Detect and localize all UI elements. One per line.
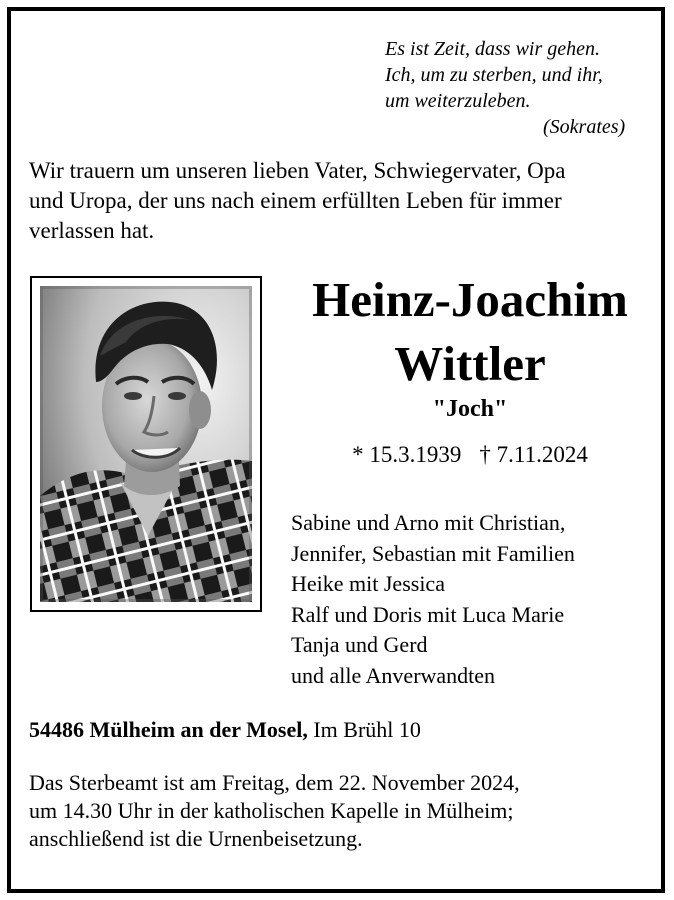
portrait-frame	[30, 276, 262, 612]
deceased-last-name: Wittler	[394, 336, 546, 391]
life-dates	[270, 440, 670, 470]
mourner-line: und alle Anverwandten	[291, 662, 496, 688]
service-line: Das Sterbeamt ist am Freitag, dem 22. November 2024,	[29, 770, 520, 795]
mourner-line: Sabine und Arno mit Christian,	[291, 510, 566, 535]
mourner-line: Jennifer, Sebastian mit Familien	[291, 540, 575, 566]
quote-line: Ich, um zu sterben, und ihr,	[385, 64, 603, 86]
death-date: † 7.11.2024	[479, 442, 588, 467]
quote-block	[385, 36, 625, 140]
address-city: 54486 Mülheim an der Mosel,	[29, 717, 308, 742]
birth-date: * 15.3.1939	[352, 442, 462, 467]
mourner-line: Ralf und Doris mit Luca Marie	[291, 601, 565, 627]
deceased-first-name: Heinz-Joachim	[312, 272, 628, 327]
service-line: um 14.30 Uhr in der katholischen Kapelle in Mülheim;	[29, 798, 514, 823]
portrait-photo	[40, 286, 252, 602]
service-line: anschließend ist die Urnenbeisetzung.	[29, 826, 363, 851]
mourners-list	[291, 508, 575, 691]
intro-text	[29, 156, 649, 246]
quote-line: Es ist Zeit, dass wir gehen.	[385, 38, 601, 60]
service-info	[29, 769, 520, 853]
quote-author: (Sokrates)	[543, 116, 626, 138]
intro-line: verlassen hat.	[29, 218, 155, 243]
intro-line: und Uropa, der uns nach einem erfüllten Leben für immer	[29, 188, 562, 213]
deceased-nickname: "Joch"	[432, 396, 508, 422]
mourner-line: Heike mit Jessica	[291, 571, 445, 596]
address-street: Im Brühl 10	[313, 717, 421, 742]
intro-line: Wir trauern um unseren lieben Vater, Schwiegervater, Opa	[29, 158, 566, 183]
mourner-line: Tanja und Gerd	[291, 632, 428, 657]
quote-line: um weiterzuleben.	[385, 90, 531, 112]
mourning-address	[29, 716, 421, 744]
